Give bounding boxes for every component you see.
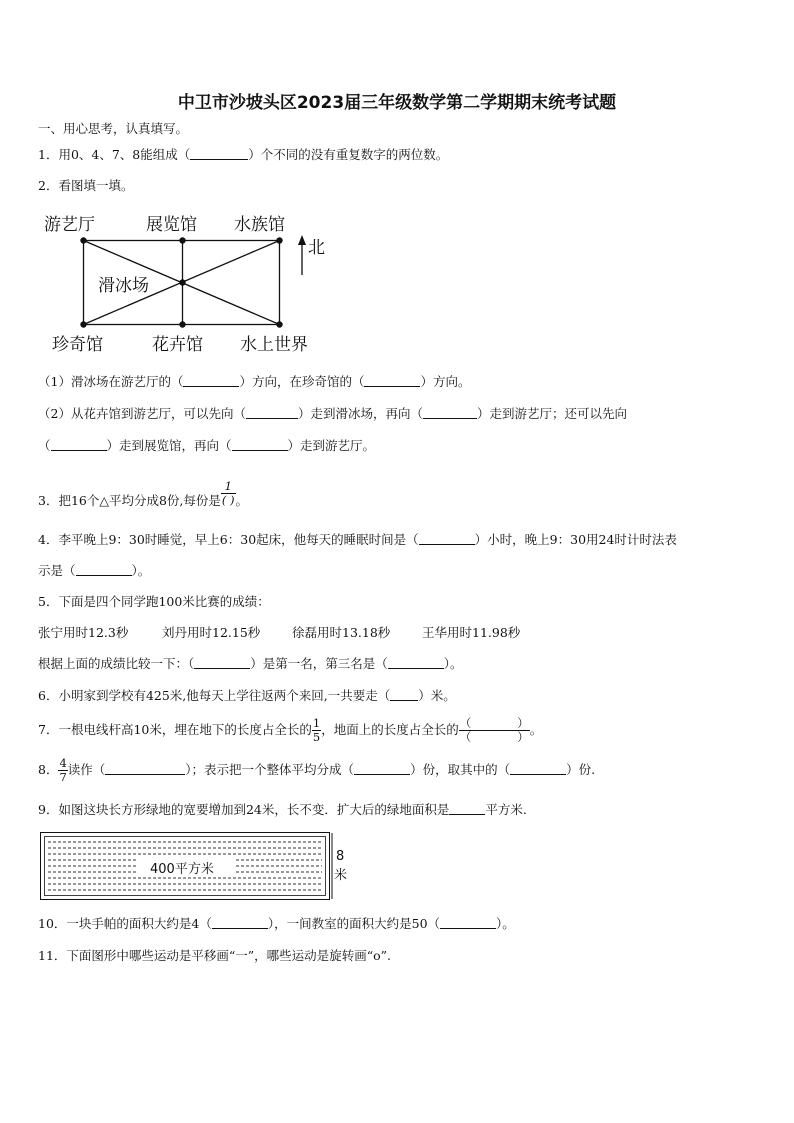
answer-blank[interactable] <box>190 147 248 160</box>
question-5: 5．下面是四个同学跑100米比赛的成绩： <box>38 594 270 609</box>
area-label: 400平方米 <box>150 862 214 877</box>
answer-blank[interactable] <box>246 406 298 419</box>
answer-blank[interactable] <box>232 438 288 451</box>
point-center <box>179 279 185 285</box>
answer-blank[interactable] <box>105 762 185 775</box>
answer-blank[interactable] <box>388 656 444 669</box>
fraction-four-sevenths: $\frac{4}{7}$ <box>59 756 67 784</box>
label-zhanlanguan: 展览馆 <box>146 215 197 235</box>
answer-blank[interactable] <box>76 563 132 576</box>
question-1: 1．用0、4、7、8能组成（ ）个不同的没有重复数字的两位数。 <box>38 147 449 162</box>
question-2: 2．看图填一填。 <box>38 178 134 193</box>
direction-map <box>36 205 336 360</box>
label-shuishangshijie: 水上世界 <box>240 335 308 355</box>
question-2-2-cont: （ ）走到展览馆，再向（ ）走到游艺厅。 <box>38 438 376 453</box>
score-4: 王华用时11.98秒 <box>422 625 521 640</box>
label-zhenqiguan: 珍奇馆 <box>52 335 103 355</box>
answer-blank[interactable] <box>364 374 420 387</box>
answer-blank[interactable] <box>194 656 250 669</box>
label-huahuiguan: 花卉馆 <box>152 335 203 355</box>
answer-blank[interactable] <box>419 532 475 545</box>
section-1-heading: 一、用心思考，认真填写。 <box>38 121 189 136</box>
question-11: 11．下面图形中哪些运动是平移画“一”，哪些运动是旋转画“o”. <box>38 948 391 963</box>
question-6: 6．小明家到学校有425米,他每天上学往返两个来回,一共要走（ ）米。 <box>38 688 456 703</box>
question-9: 9．如图这块长方形绿地的宽要增加到24米，长不变．扩大后的绿地面积是 平方米. <box>38 802 527 817</box>
label-youyiting: 游艺厅 <box>44 215 95 235</box>
grass-rectangle-figure <box>40 832 360 900</box>
page-title: 中卫市沙坡头区2023届三年级数学第二学期期末统考试题 <box>177 93 617 113</box>
question-5-b: 根据上面的成绩比较一下：（ ）是第一名，第三名是（ ）。 <box>38 656 463 671</box>
answer-blank[interactable] <box>354 762 410 775</box>
answer-blank[interactable] <box>390 688 418 701</box>
question-3: 3．把16个△平均分成8份,每份是 $\frac{1}{( )}$ 。 <box>38 479 249 508</box>
answer-blank[interactable] <box>51 438 107 451</box>
label-huabingchang: 滑冰场 <box>98 276 149 296</box>
point-bl <box>80 321 86 327</box>
question-8: 8． $\frac{4}{7}$ 读作（ ）；表示把一个整体平均分成（ ）份，取其中的（ ）份. <box>38 756 596 784</box>
answer-blank[interactable] <box>440 916 496 929</box>
point-tm <box>179 237 185 243</box>
question-10: 10．一块手帕的面积大约是4（ ），一间教室的面积大约是50（ ）。 <box>38 916 515 931</box>
answer-blank[interactable] <box>212 916 268 929</box>
score-3: 徐磊用时13.18秒 <box>292 625 391 640</box>
question-7: 7．一根电线杆高10米，埋在地下的长度占全长的 $\frac{1}{5}$ ，地面上的长度占全长的 $\frac{( )}{( )}$ 。 <box>38 716 543 744</box>
answer-fraction[interactable]: $\frac{( )}{( )}$ <box>459 716 529 744</box>
point-bm <box>179 321 185 327</box>
question-2-2: （2）从花卉馆到游艺厅，可以先向（ ）走到滑冰场，再向（ ）走到游艺厅；还可以先向 <box>38 406 627 421</box>
width-value: 8 <box>336 849 345 864</box>
width-unit: 米 <box>334 868 348 883</box>
answer-blank[interactable] <box>423 406 477 419</box>
fraction-one-fifth: $\frac{1}{5}$ <box>312 716 321 744</box>
answer-blank[interactable] <box>510 762 566 775</box>
label-shuizuguan: 水族馆 <box>234 215 285 235</box>
point-tl <box>80 237 86 243</box>
score-2: 刘丹用时12.15秒 <box>162 625 261 640</box>
question-2-1: （1）滑冰场在游艺厅的（ ）方向，在珍奇馆的（ ）方向。 <box>38 374 471 389</box>
label-north: 北 <box>308 238 325 258</box>
answer-blank[interactable] <box>183 374 239 387</box>
question-4: 4．李平晚上9：30时睡觉，早上6：30起床，他每天的睡眠时间是（ ）小时，晚上9：30用24时计时法表 <box>38 532 677 547</box>
answer-blank[interactable] <box>449 802 485 815</box>
north-arrow-icon <box>298 235 306 245</box>
point-br <box>276 321 282 327</box>
fraction: $\frac{1}{( )}$ <box>221 479 235 507</box>
question-4-cont: 示是（ ）。 <box>38 563 151 578</box>
score-1: 张宁用时12.3秒 <box>38 625 129 640</box>
point-tr <box>276 237 282 243</box>
